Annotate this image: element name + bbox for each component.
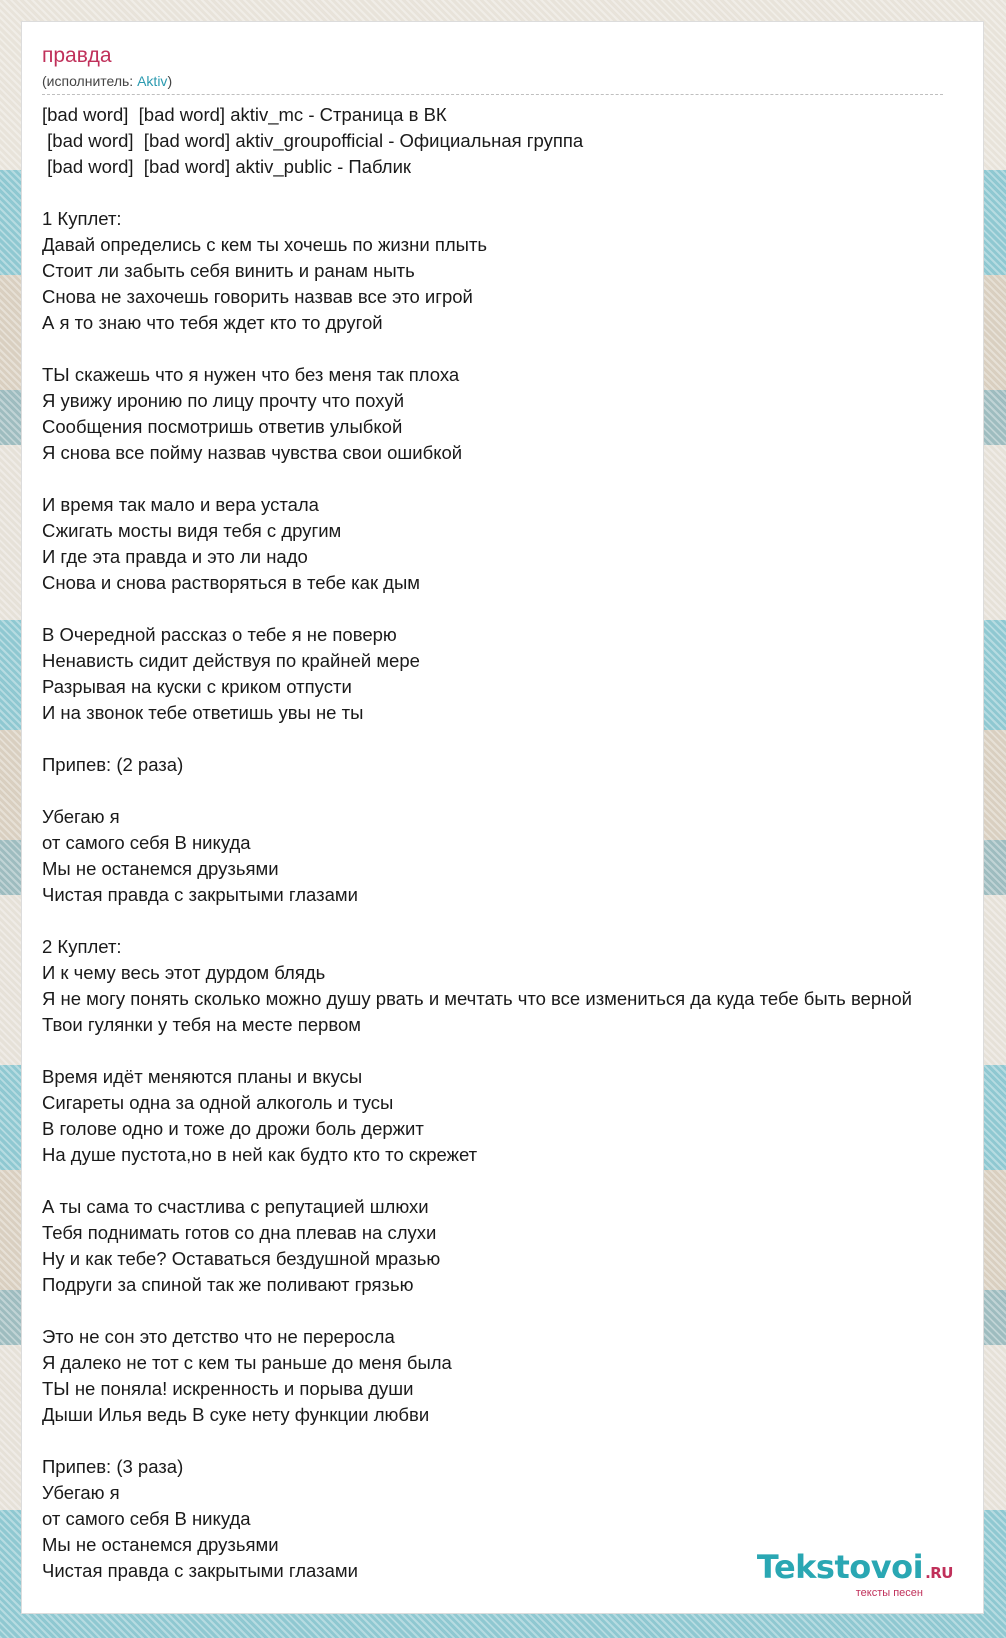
lyric-line: В Очередной рассказ о тебе я не поверю: [42, 624, 397, 645]
lyric-line: [42, 1428, 912, 1454]
lyric-line: [42, 466, 912, 492]
artist-prefix: (исполнитель:: [42, 73, 138, 89]
lyric-line: Сообщения посмотришь ответив улыбкой: [42, 416, 403, 437]
lyric-line: Сигареты одна за одной алкоголь и тусы: [42, 1092, 394, 1113]
lyric-line: Стоит ли забыть себя винить и ранам ныть: [42, 260, 415, 281]
artist-suffix: ): [167, 73, 173, 89]
lyric-line: А ты сама то счастлива с репутацией шлюхи: [42, 1196, 429, 1217]
lyric-line: Я увижу иронию по лицу прочту что похуй: [42, 390, 405, 411]
lyric-line: [42, 1038, 912, 1064]
lyric-line: Снова не захочешь говорить назвав все это игрой: [42, 286, 473, 307]
lyric-line: На душе пустота,но в ней как будто кто то скрежет: [42, 1144, 478, 1165]
lyric-line: Чистая правда с закрытыми глазами: [42, 884, 358, 905]
divider: [42, 94, 943, 95]
lyric-line: ТЫ не поняла! искренность и порыва души: [42, 1378, 414, 1399]
lyric-line: Ненависть сидит действуя по крайней мере: [42, 650, 420, 671]
lyric-line: И к чему весь этот дурдом блядь: [42, 962, 326, 983]
lyric-line: Твои гулянки у тебя на месте первом: [42, 1014, 361, 1035]
artist-link[interactable]: Aktiv: [137, 73, 168, 89]
lyric-line: [42, 1298, 912, 1324]
lyric-line: Мы не останемся друзьями: [42, 858, 279, 879]
lyric-line: от самого себя В никуда: [42, 832, 251, 853]
song-title: правда: [42, 44, 112, 67]
lyric-line: Время идёт меняются планы и вкусы: [42, 1066, 363, 1087]
lyric-line: Припев: (2 раза): [42, 754, 184, 775]
lyric-line: Я не могу понять сколько можно душу рвать и мечтать что все измениться да куда тебе быть верной: [42, 988, 912, 1009]
lyrics-card: [21, 21, 984, 1614]
lyric-line: Это не сон это детство что не переросла: [42, 1326, 395, 1347]
lyric-line: Снова и снова растворяться в тебе как дым: [42, 572, 420, 593]
lyric-line: [42, 778, 912, 804]
lyric-line: Дыши Илья ведь В суке нету функции любви: [42, 1404, 430, 1425]
logo-tld: .RU: [925, 1564, 953, 1582]
artist-line: [42, 73, 172, 89]
logo-tagline: тексты песен: [855, 1587, 923, 1599]
lyric-line: [42, 726, 912, 752]
lyric-line: Мы не останемся друзьями: [42, 1534, 279, 1555]
lyric-line: Ну и как тебе? Оставаться бездушной мразью: [42, 1248, 441, 1269]
lyric-line: Чистая правда с закрытыми глазами: [42, 1560, 358, 1581]
lyric-line: И время так мало и вера устала: [42, 494, 319, 515]
lyric-line: 1 Куплет:: [42, 208, 122, 229]
lyric-line: Тебя поднимать готов со дна плевав на слухи: [42, 1222, 437, 1243]
lyric-line: Подруги за спиной так же поливают грязью: [42, 1274, 414, 1295]
lyric-line: Припев: (3 раза): [42, 1456, 184, 1477]
lyric-line: [42, 336, 912, 362]
lyric-line: [bad word] [bad word] aktiv_mc - Страница в ВК: [42, 104, 447, 125]
lyric-line: Убегаю я: [42, 1482, 120, 1503]
lyric-line: [bad word] [bad word] aktiv_public - Паблик: [42, 156, 412, 177]
lyrics-text: [42, 102, 912, 1584]
lyric-line: Сжигать мосты видя тебя с другим: [42, 520, 342, 541]
lyric-line: [42, 180, 912, 206]
lyric-line: ТЫ скажешь что я нужен что без меня так плоха: [42, 364, 460, 385]
lyric-line: И где эта правда и это ли надо: [42, 546, 308, 567]
logo-main-text: Tekstovoi: [756, 1548, 924, 1586]
lyric-line: Я далеко не тот с кем ты раньше до меня была: [42, 1352, 452, 1373]
lyric-line: [bad word] [bad word] aktiv_groupofficial - Официальная группа: [42, 130, 584, 151]
lyric-line: Убегаю я: [42, 806, 120, 827]
lyric-line: Разрывая на куски с криком отпусти: [42, 676, 352, 697]
lyric-line: А я то знаю что тебя ждет кто то другой: [42, 312, 383, 333]
lyric-line: И на звонок тебе ответишь увы не ты: [42, 702, 364, 723]
lyric-line: Я снова все пойму назвав чувства свои ошибкой: [42, 442, 463, 463]
lyric-line: [42, 596, 912, 622]
lyric-line: от самого себя В никуда: [42, 1508, 251, 1529]
lyric-line: 2 Куплет:: [42, 936, 122, 957]
lyric-line: Давай определись с кем ты хочешь по жизни плыть: [42, 234, 488, 255]
lyric-line: [42, 1168, 912, 1194]
logo-wordmark: [756, 1548, 953, 1588]
site-logo[interactable]: [756, 1548, 953, 1599]
lyric-line: [42, 908, 912, 934]
lyric-line: В голове одно и тоже до дрожи боль держит: [42, 1118, 424, 1139]
